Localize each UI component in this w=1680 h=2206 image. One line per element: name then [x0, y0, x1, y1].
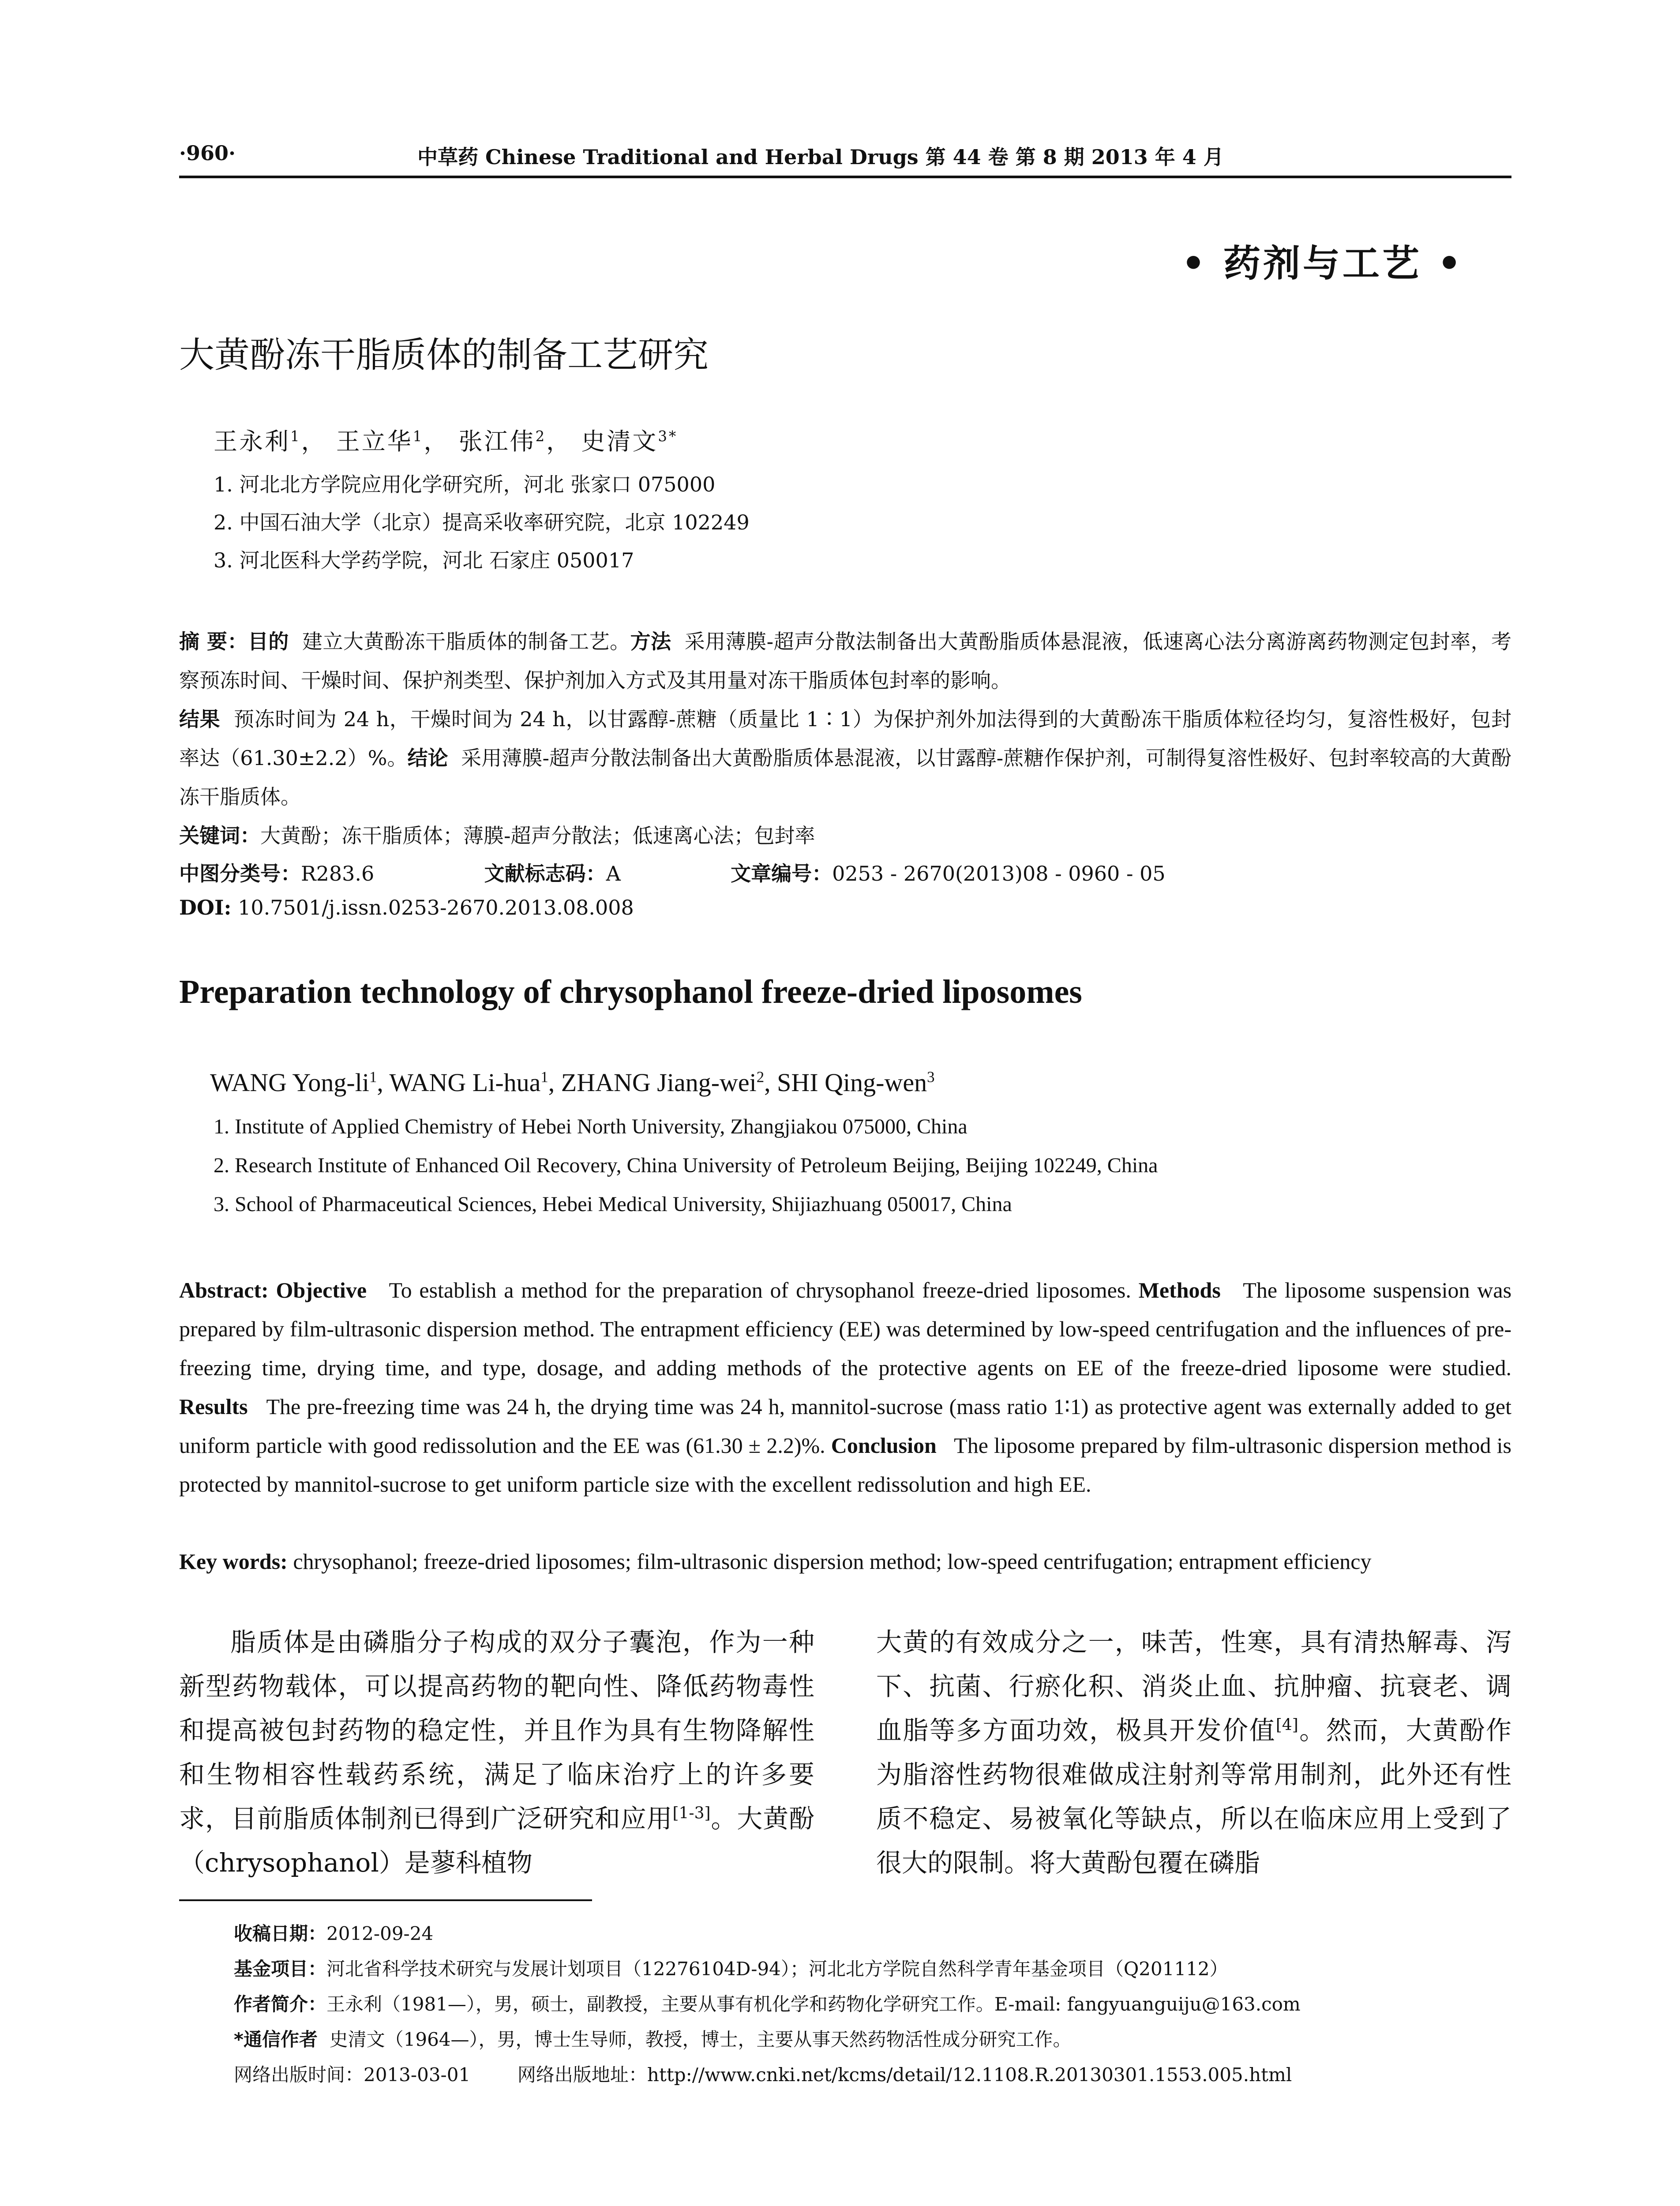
- doi-label: DOI:: [179, 896, 232, 919]
- citation-ref: [1-3]: [672, 1804, 711, 1823]
- clc-value: R283.6: [301, 862, 375, 885]
- author-name: ZHANG Jiang-wei: [561, 1068, 757, 1097]
- keywords-en-label: Key words:: [179, 1549, 288, 1574]
- body-column-left: [179, 1620, 814, 1885]
- fund-value: 河北省科学技术研究与发展计划项目（12276104D-94）；河北北方学院自然科学青年基金项目（Q201112）: [326, 1958, 1228, 1980]
- body-text: 。然而，大黄酚作为脂溶性药物很难做成注射剂等常用制剂，此外还有性质不稳定、易被氧化等缺点，所以在临床应用上受到了很大的限制。将大黄酚包覆在磷脂: [876, 1715, 1511, 1878]
- abstract-label: 摘 要：: [179, 630, 248, 653]
- author-name: WANG Yong-li: [210, 1068, 369, 1097]
- body-text: 大黄的有效成分之一，味苦，性寒，具有清热解毒、泻下、抗菌、行瘀化积、消炎止血、抗肿瘤、抗衰老、调血脂等多方面功效，极具开发价值: [876, 1627, 1511, 1745]
- footnote-divider: [179, 1899, 592, 1901]
- affiliation-en: 3. School of Pharmaceutical Sciences, Hebei Medical University, Shijiazhuang 050017, China: [214, 1193, 1012, 1216]
- doc-code-label: 文献标志码：: [484, 862, 606, 885]
- abstract-en: [179, 1271, 1511, 1504]
- methods-en-label: Methods: [1138, 1278, 1221, 1302]
- footnote-author-bio: [234, 1990, 1301, 2016]
- conclusion-text: 采用薄膜-超声分散法制备出大黄酚脂质体悬混液，以甘露醇-蔗糖作保护剂，可制得复溶性极好、包封率较高的大黄酚冻干脂质体。: [179, 746, 1511, 809]
- footnote-fund: [234, 1955, 1228, 1981]
- corr-value: 史清文（1964—），男，博士生导师，教授，博士，主要从事天然药物活性成分研究工作。: [329, 2029, 1072, 2050]
- objective-en-text: To establish a method for the preparation of chrysophanol freeze-dried liposomes.: [389, 1278, 1131, 1302]
- author-sup: 3*: [658, 428, 678, 445]
- online-url-link[interactable]: http://www.cnki.net/kcms/detail/12.1108.R.20130301.1553.005.html: [647, 2064, 1292, 2086]
- author-sup: 2: [756, 1068, 765, 1086]
- methods-label: 方法: [630, 630, 671, 653]
- classification-line: [179, 858, 1166, 887]
- affiliation-en: 2. Research Institute of Enhanced Oil Recovery, China University of Petroleum Beijing, Beijing 102249, China: [214, 1154, 1158, 1177]
- corr-label: *通信作者: [234, 2029, 318, 2050]
- doc-code-value: A: [606, 862, 621, 885]
- running-header: [179, 141, 1511, 176]
- received-label: 收稿日期：: [234, 1923, 327, 1944]
- header-divider: [179, 176, 1511, 178]
- online-time-value: 2013-03-01: [364, 2064, 471, 2086]
- author-name: 张江伟: [458, 428, 536, 455]
- affiliation-en: 1. Institute of Applied Chemistry of Hebei North University, Zhangjiakou 075000, China: [214, 1115, 968, 1138]
- keywords-cn: [179, 820, 815, 849]
- body-text: 。大黄酚（chrysophanol）是蓼科植物: [179, 1804, 814, 1878]
- bio-value: 王永利（1981—），男，硕士，副教授，主要从事有机化学和药物化学研究工作。E-mail: fangyuanguiju@163.com: [326, 1993, 1301, 2015]
- keywords-en-text: chrysophanol; freeze-dried liposomes; film-ultrasonic dispersion method; low-speed centrifugation; entrapment efficiency: [293, 1549, 1372, 1574]
- conclusion-en-text: The liposome prepared by film-ultrasonic dispersion method is protected by mannitol-sucrose to get uniform particle size with the excellent redissolution and high EE.: [179, 1433, 1512, 1497]
- keywords-en: [179, 1549, 1511, 1574]
- online-time-label: 网络出版时间：: [234, 2064, 364, 2086]
- authors-cn: 王永利$^1$， 王立华$^1$， 张江伟$^2$， 史清文$^{3*}$: [214, 428, 678, 455]
- methods-text: 采用薄膜-超声分散法制备出大黄酚脂质体悬混液，低速离心法分离游离药物测定包封率，考察预冻时间、干燥时间、保护剂类型、保护剂加入方式及其用量对冻干脂质体包封率的影响。: [179, 630, 1512, 692]
- article-title-cn: 大黄酚冻干脂质体的制备工艺研究: [179, 334, 709, 375]
- online-url-label: 网络出版地址：: [517, 2064, 647, 2086]
- citation-ref: [4]: [1275, 1716, 1298, 1734]
- author-name: 史清文: [581, 428, 658, 455]
- authors-en: WANG Yong-$li^1$, WANG Li-hua$^1$, ZHANG Jiang-wei$^2$, SHI Qing-wen$^3$: [210, 1068, 935, 1097]
- results-en-text: The pre-freezing time was 24 h, the drying time was 24 h, mannitol-sucrose (mass ratio 1∶1) as protective agent was externally added to get uniform particle with good redissolution and the EE was (61.30 ± 2.2)%.: [179, 1394, 1512, 1458]
- affiliation-cn: 1. 河北北方学院应用化学研究所，河北 张家口 075000: [214, 473, 716, 496]
- abstract-cn: [179, 622, 1511, 816]
- author-name: SHI Qing-wen: [777, 1068, 927, 1097]
- journal-title: 中草药 Chinese Traditional and Herbal Drugs 第 44 卷 第 8 期 2013 年 4 月: [417, 145, 1224, 169]
- author-sup: 1: [540, 1068, 548, 1086]
- keywords-label: 关键词：: [179, 824, 260, 848]
- footnote-correspondence: [234, 2025, 1072, 2052]
- section-label: • 药剂与工艺 •: [1181, 242, 1464, 285]
- author-name: WANG Li-hua: [389, 1068, 541, 1097]
- author-sup: 1: [412, 428, 424, 445]
- author-sup: 1: [369, 1068, 377, 1086]
- author-name: 王立华: [336, 428, 413, 455]
- conclusion-label: 结论: [407, 746, 448, 770]
- fund-label: 基金项目：: [234, 1958, 327, 1980]
- footnote-received: [234, 1919, 433, 1946]
- results-label: 结果: [179, 707, 221, 731]
- methods-en-text: The liposome suspension was prepared by film-ultrasonic dispersion method. The entrapment efficiency (EE) was determined by low-speed centrifugation and the influences of pre-freezing time, drying time, and type, dosage, and adding methods of the protective agents on EE of the freeze-dried liposome were studied.: [179, 1278, 1512, 1380]
- author-sup: 2: [535, 428, 547, 445]
- received-value: 2012-09-24: [326, 1923, 434, 1944]
- bio-label: 作者简介：: [234, 1993, 327, 2015]
- results-en-label: Results: [179, 1394, 248, 1419]
- doi-line: [179, 896, 634, 919]
- objective-label: 目的: [248, 630, 289, 653]
- results-text: 预冻时间为 24 h，干燥时间为 24 h，以甘露醇-蔗糖（质量比 1∶1）为保护剂外加法得到的大黄酚冻干脂质体粒径均匀，复溶性极好，包封率达（61.30±2.2）%。: [179, 707, 1511, 770]
- clc-label: 中图分类号：: [179, 862, 301, 885]
- article-no-label: 文章编号：: [731, 862, 832, 885]
- abstract-en-label: Abstract: Objective: [179, 1278, 367, 1302]
- article-no-value: 0253 - 2670(2013)08 - 0960 - 05: [832, 862, 1166, 885]
- page-number: ·960·: [179, 141, 236, 165]
- affiliation-cn: 2. 中国石油大学（北京）提高采收率研究院，北京 102249: [214, 510, 750, 534]
- author-sup: 1: [290, 428, 301, 445]
- body-text: 脂质体是由磷脂分子构成的双分子囊泡，作为一种新型药物载体，可以提高药物的靶向性、降低药物毒性和提高被包封药物的稳定性，并且作为具有生物降解性和生物相容性载药系统，满足了临床治疗上的许多要求，目前脂质体制剂已得到广泛研究和应用: [179, 1627, 814, 1834]
- author-name: 王永利: [214, 428, 290, 455]
- objective-text: 建立大黄酚冻干脂质体的制备工艺。: [302, 630, 630, 653]
- affiliation-cn: 3. 河北医科大学药学院，河北 石家庄 050017: [214, 548, 634, 572]
- doi-value: 10.7501/j.issn.0253-2670.2013.08.008: [238, 896, 634, 919]
- article-title-en: Preparation technology of chrysophanol freeze-dried liposomes: [179, 973, 1082, 1010]
- conclusion-en-label: Conclusion: [831, 1433, 937, 1458]
- footnote-online: [234, 2060, 1292, 2087]
- author-sup: 3: [927, 1068, 935, 1086]
- keywords-text: 大黄酚；冻干脂质体；薄膜-超声分散法；低速离心法；包封率: [260, 824, 815, 848]
- body-column-right: [876, 1620, 1511, 1885]
